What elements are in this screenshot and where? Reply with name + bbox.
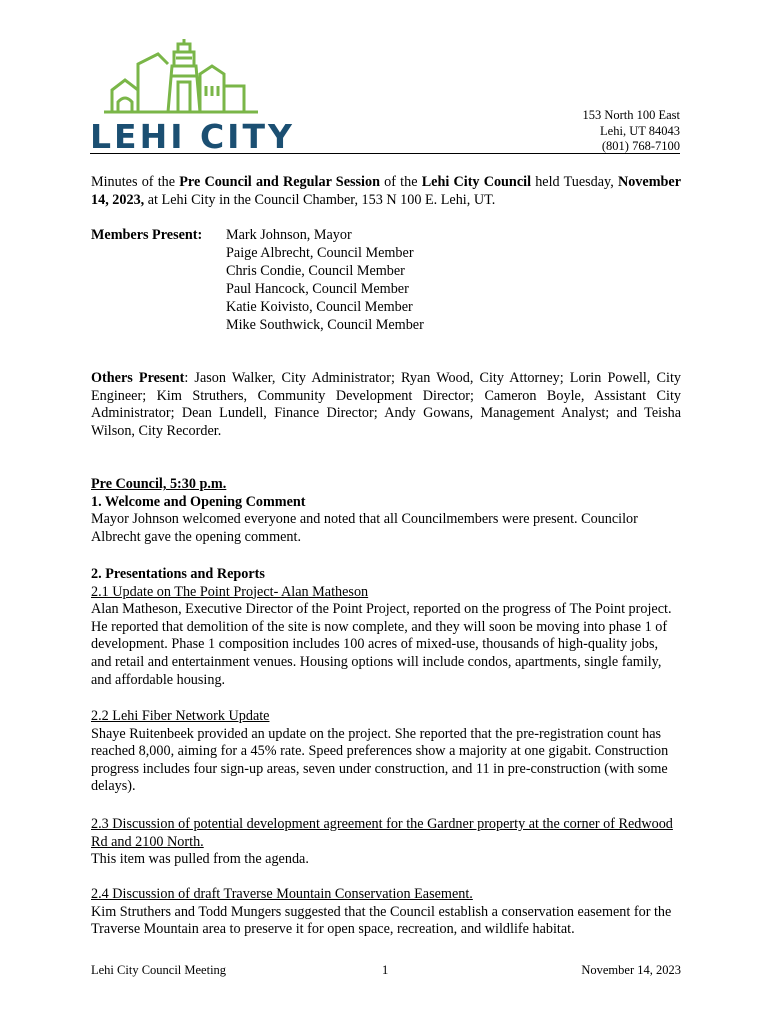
members-present-label: Members Present: (91, 227, 203, 243)
members-list (226, 227, 424, 334)
address-phone: (801) 768-7100 (601, 139, 680, 153)
intro-paragraph: Minutes of the Pre Council and Regular Session of the Lehi City Council held Tuesday, November 14, 2023, at Lehi City in the Council Chamber, 153 N 100 E. Lehi, UT. (91, 174, 682, 208)
traverse-section (91, 886, 681, 939)
footer-page-number: 1 (382, 963, 389, 977)
fiber-section (91, 708, 681, 796)
presentations-heading: 2. Presentations and Reports (91, 566, 265, 582)
s24-text: Kim Struthers and Todd Mungers suggested that the Council establish a conservation easement for the Traverse Mountain area to preserve it for open space, recreation, and wildlife habitat. (91, 903, 672, 938)
s23-heading: 2.3 Discussion of potential development agreement for the Gardner property at the corner of Redwood Rd and 2100 North. (91, 816, 673, 850)
s21-heading: 2.1 Update on The Point Project- Alan Matheson (91, 583, 369, 600)
logo-wordmark: LEHI CITY (90, 117, 295, 156)
footer-meeting-name: Lehi City Council Meeting (91, 963, 227, 977)
list-item: Mike Southwick, Council Member (226, 316, 424, 333)
item1-heading: 1. Welcome and Opening Comment (91, 493, 306, 510)
footer-date: November 14, 2023 (581, 963, 681, 977)
address-city: Lehi, UT 84043 (600, 123, 680, 138)
s24-heading: 2.4 Discussion of draft Traverse Mountain Conservation Easement. (91, 886, 473, 902)
gardner-section (91, 816, 681, 869)
list-item: Mark Johnson, Mayor (226, 227, 352, 243)
city-address (582, 108, 680, 155)
list-item: Chris Condie, Council Member (226, 262, 405, 279)
header-divider (90, 153, 680, 154)
presentations-section (91, 566, 681, 689)
s23-text: This item was pulled from the agenda. (91, 851, 309, 868)
others-present-paragraph: Others Present: Jason Walker, City Administrator; Ryan Wood, City Attorney; Lorin Powell, City Engineer; Kim Struthers, Community Development Director; Cameron Boyle, Assistant City Administrator; Dean Lundell, Finance Director; Andy Gowans, Management Analyst; and Teisha Wilson, City Recorder. (91, 370, 681, 439)
s22-text: Shaye Ruitenbeek provided an update on the project. She reported that the pre-registration count has reached 8,000, aiming for a 45% rate. Speed preferences show a majority at one gigabit. Construction progress includes four sign-up areas, seven under construction, and 11 in pre-construction (with some delays). (91, 725, 669, 795)
pre-council-heading: Pre Council, 5:30 p.m. (91, 476, 227, 492)
s21-text: Alan Matheson, Executive Director of the Point Project, reported on the progress of The Point project. He reported that demolition of the site is now complete, and they will soon be moving into phase 1 of development. Phase 1 composition includes 100 acres of mixed-use, thousands of high-quality jobs, and retail and entertainment venues. Housing options will include condos, apartments, single family, and affordable housing. (91, 601, 672, 688)
address-street: 153 North 100 East (582, 108, 680, 122)
list-item: Paul Hancock, Council Member (226, 280, 409, 297)
s22-heading: 2.2 Lehi Fiber Network Update (91, 708, 270, 724)
list-item: Paige Albrecht, Council Member (226, 244, 414, 261)
item1-text: Mayor Johnson welcomed everyone and noted that all Councilmembers were present. Councilor Albrecht gave the opening comment. (91, 511, 638, 545)
list-item: Katie Koivisto, Council Member (226, 298, 413, 315)
pre-council-section (91, 476, 681, 546)
